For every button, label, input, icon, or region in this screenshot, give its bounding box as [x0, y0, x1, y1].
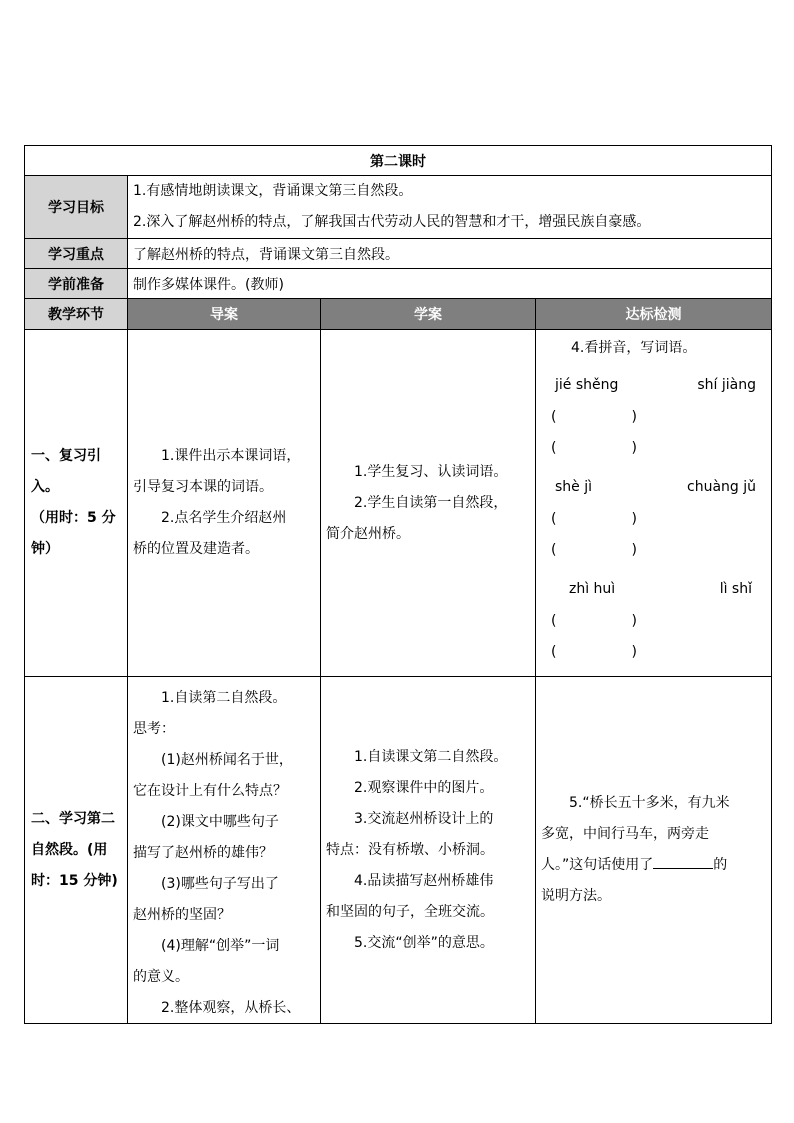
check-line: 说明方法。 — [541, 888, 611, 904]
section1-check — [536, 330, 772, 677]
guide-line: 1.课件出示本课词语， — [161, 448, 301, 464]
section1-guide — [128, 330, 321, 677]
study-line: 特点：没有桥墩、小桥洞。 — [326, 841, 494, 858]
goals-content — [128, 176, 772, 239]
fill-blank — [653, 856, 713, 869]
guide-line: (4)理解“创举”一词 — [161, 938, 280, 954]
study-header: 学案 — [321, 299, 536, 330]
section2-study — [321, 677, 536, 1024]
guide-line: (2)课文中哪些句子 — [161, 814, 279, 830]
guide-line: 它在设计上有什么特点？ — [133, 783, 287, 799]
study-line: 1.学生复习、认读词语。 — [354, 463, 508, 480]
goals-label: 学习目标 — [25, 176, 128, 239]
guide-line: 1.自读第二自然段。 — [161, 690, 287, 706]
focus-label: 学习重点 — [25, 239, 128, 269]
check-question-4: 4.看拼音，写词语。 — [571, 340, 697, 356]
guide-line: 描写了赵州桥的雄伟？ — [133, 845, 273, 861]
pinyin-word: jié shěng — [555, 377, 619, 393]
guide-line: 桥的位置及建造者。 — [133, 541, 259, 557]
guide-line: 引导复习本课的词语。 — [133, 479, 273, 495]
answer-blank: ( ) — [551, 409, 637, 425]
guide-line: 赵州桥的坚固？ — [133, 907, 231, 923]
pinyin-word: zhì huì — [569, 581, 616, 597]
check-line: 多宽，中间行马车，两旁走 — [541, 826, 709, 842]
study-line: 2.观察课件中的图片。 — [354, 779, 494, 796]
guide-line: 的意义。 — [133, 969, 189, 985]
guide-line: 思考： — [133, 721, 175, 737]
check-header: 达标检测 — [536, 299, 772, 330]
answer-blank: ( ) — [551, 440, 637, 456]
section1-label-line: （用时：5 分 — [31, 510, 116, 526]
answer-blank: ( ) — [551, 511, 637, 527]
answer-blank: ( ) — [551, 542, 637, 558]
prep-text: 制作多媒体课件。(教师) — [128, 269, 772, 299]
section2-check — [536, 677, 772, 1024]
focus-text: 了解赵州桥的特点，背诵课文第三自然段。 — [128, 239, 772, 269]
section2-label-line: 自然段。(用 — [31, 841, 108, 858]
pinyin-row — [541, 572, 766, 606]
answer-blank: ( ) — [551, 613, 637, 629]
goal-line: 1.有感情地朗读课文，背诵课文第三自然段。 — [133, 183, 413, 199]
section1-label-line: 钟） — [31, 541, 59, 557]
section1-label-line: 一、复习引入。 — [31, 448, 101, 495]
check-line: 5.“桥长五十多米，有九米 — [569, 795, 730, 811]
study-line: 1.自读课文第二自然段。 — [354, 748, 508, 765]
section1-label — [25, 330, 128, 677]
study-line: 5.交流“创举”的意思。 — [354, 934, 494, 951]
pinyin-row — [541, 470, 766, 504]
section1-study — [321, 330, 536, 677]
guide-line: 2.整体观察，从桥长、 — [161, 1000, 301, 1016]
pinyin-word: shí jiàng — [697, 377, 756, 393]
study-line: 3.交流赵州桥设计上的 — [354, 810, 494, 827]
guide-line: 2.点名学生介绍赵州 — [161, 510, 287, 526]
guide-line: (1)赵州桥闻名于世， — [161, 752, 293, 768]
study-line: 4.品读描写赵州桥雄伟 — [354, 872, 494, 889]
pinyin-word: shè jì — [555, 479, 593, 495]
study-line: 2.学生自读第一自然段， — [354, 494, 508, 511]
lesson-plan-table — [24, 145, 772, 1024]
pinyin-word: chuàng jǔ — [687, 479, 756, 495]
answer-blank: ( ) — [551, 644, 637, 660]
section2-guide — [128, 677, 321, 1024]
pinyin-row — [541, 368, 766, 402]
check-line-with-blank: 人。”这句话使用了 的 — [541, 857, 728, 873]
pinyin-word: lì shǐ — [719, 581, 752, 597]
stage-header: 教学环节 — [25, 299, 128, 330]
section2-label — [25, 677, 128, 1024]
guide-header: 导案 — [128, 299, 321, 330]
lesson-title: 第二课时 — [25, 146, 772, 176]
guide-line: (3)哪些句子写出了 — [161, 876, 279, 892]
goal-line: 2.深入了解赵州桥的特点，了解我国古代劳动人民的智慧和才干，增强民族自豪感。 — [133, 214, 651, 230]
section2-label-line: 二、学习第二 — [31, 810, 115, 827]
prep-label: 学前准备 — [25, 269, 128, 299]
study-line: 简介赵州桥。 — [326, 525, 410, 542]
study-line: 和坚固的句子，全班交流。 — [326, 903, 494, 920]
section2-label-line: 时：15 分钟) — [31, 872, 118, 889]
